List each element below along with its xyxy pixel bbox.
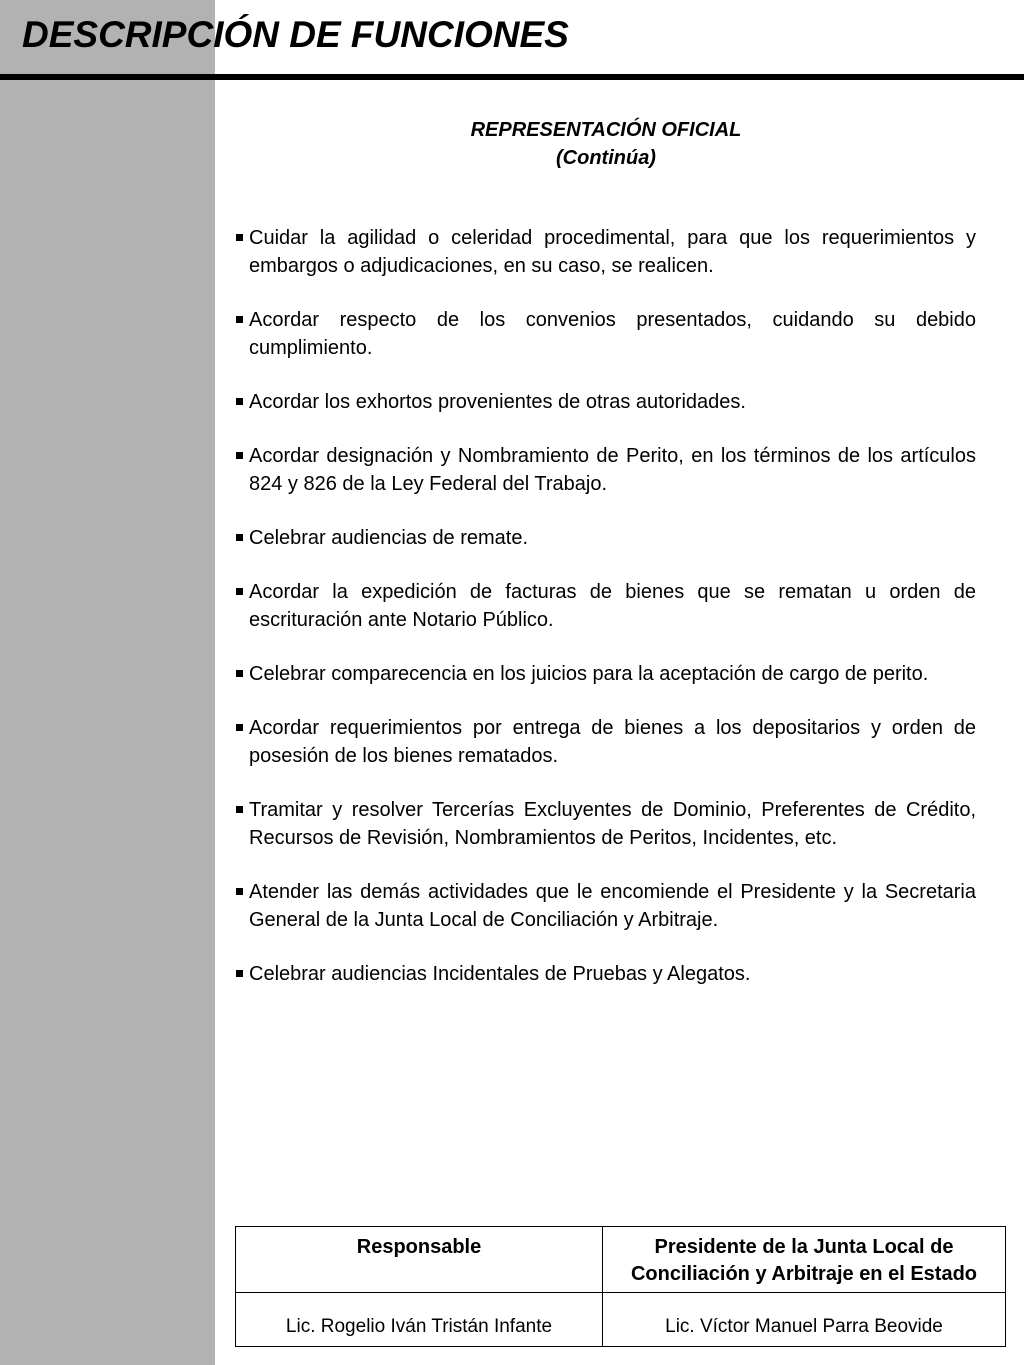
- signature-table: [235, 1226, 1006, 1347]
- list-item-text: Celebrar comparecencia en los juicios para la aceptación de cargo de perito.: [249, 663, 929, 685]
- square-bullet-icon: [236, 452, 243, 459]
- list-item-text: Acordar los exhortos provenientes de otras autoridades.: [249, 391, 746, 413]
- square-bullet-icon: [236, 588, 243, 595]
- signature-header-row: [236, 1227, 1006, 1293]
- responsible-name: Lic. Rogelio Iván Tristán Infante: [236, 1293, 603, 1347]
- list-item: [236, 306, 976, 362]
- square-bullet-icon: [236, 234, 243, 241]
- list-item: [236, 442, 976, 498]
- list-item: [236, 796, 976, 852]
- signature-names-row: [236, 1293, 1006, 1347]
- list-item: [236, 578, 976, 634]
- list-item: [236, 878, 976, 934]
- section-heading: [236, 116, 976, 172]
- list-item: [236, 388, 976, 416]
- page-title: DESCRIPCIÓN DE FUNCIONES: [22, 14, 569, 55]
- square-bullet-icon: [236, 970, 243, 977]
- list-item-text: Celebrar audiencias de remate.: [249, 527, 529, 549]
- list-item-text: Acordar designación y Nombramiento de Perito, en los términos de los artículos 824 y 826 de la Ley Federal del Trabajo.: [249, 445, 976, 495]
- list-item-text: Celebrar audiencias Incidentales de Pruebas y Alegatos.: [249, 963, 751, 985]
- left-gray-sidebar: [0, 0, 215, 1365]
- list-item: [236, 524, 976, 552]
- list-item-text: Atender las demás actividades que le encomiende el Presidente y la Secretaria General de la Junta Local de Conciliación y Arbitraje.: [249, 881, 976, 931]
- responsible-label: Responsable: [236, 1227, 603, 1293]
- square-bullet-icon: [236, 670, 243, 677]
- list-item: [236, 714, 976, 770]
- list-item-text: Acordar la expedición de facturas de bienes que se rematan u orden de escrituración ante Notario Público.: [249, 581, 976, 631]
- header-divider: [0, 74, 1024, 80]
- square-bullet-icon: [236, 806, 243, 813]
- square-bullet-icon: [236, 888, 243, 895]
- list-item-text: Cuidar la agilidad o celeridad procedimental, para que los requerimientos y embargos o adjudicaciones, en su caso, se realicen.: [249, 227, 976, 277]
- functions-list: [236, 224, 976, 1014]
- square-bullet-icon: [236, 398, 243, 405]
- list-item: [236, 960, 976, 988]
- square-bullet-icon: [236, 316, 243, 323]
- list-item-text: Tramitar y resolver Tercerías Excluyentes de Dominio, Preferentes de Crédito, Recursos de Revisión, Nombramientos de Peritos, Incidentes, etc.: [249, 799, 976, 849]
- list-item: [236, 660, 976, 688]
- president-label: [603, 1227, 1006, 1293]
- list-item: [236, 224, 976, 280]
- list-item-text: Acordar respecto de los convenios presentados, cuidando su debido cumplimiento.: [249, 309, 976, 359]
- square-bullet-icon: [236, 724, 243, 731]
- section-title: REPRESENTACIÓN OFICIAL: [470, 119, 742, 141]
- president-label-line1: Presidente de la Junta Local de: [654, 1236, 954, 1258]
- section-subtitle: (Continúa): [556, 147, 656, 169]
- list-item-text: Acordar requerimientos por entrega de bienes a los depositarios y orden de posesión de los bienes rematados.: [249, 717, 976, 767]
- square-bullet-icon: [236, 534, 243, 541]
- president-label-line2: Conciliación y Arbitraje en el Estado: [630, 1263, 977, 1285]
- president-name: Lic. Víctor Manuel Parra Beovide: [603, 1293, 1006, 1347]
